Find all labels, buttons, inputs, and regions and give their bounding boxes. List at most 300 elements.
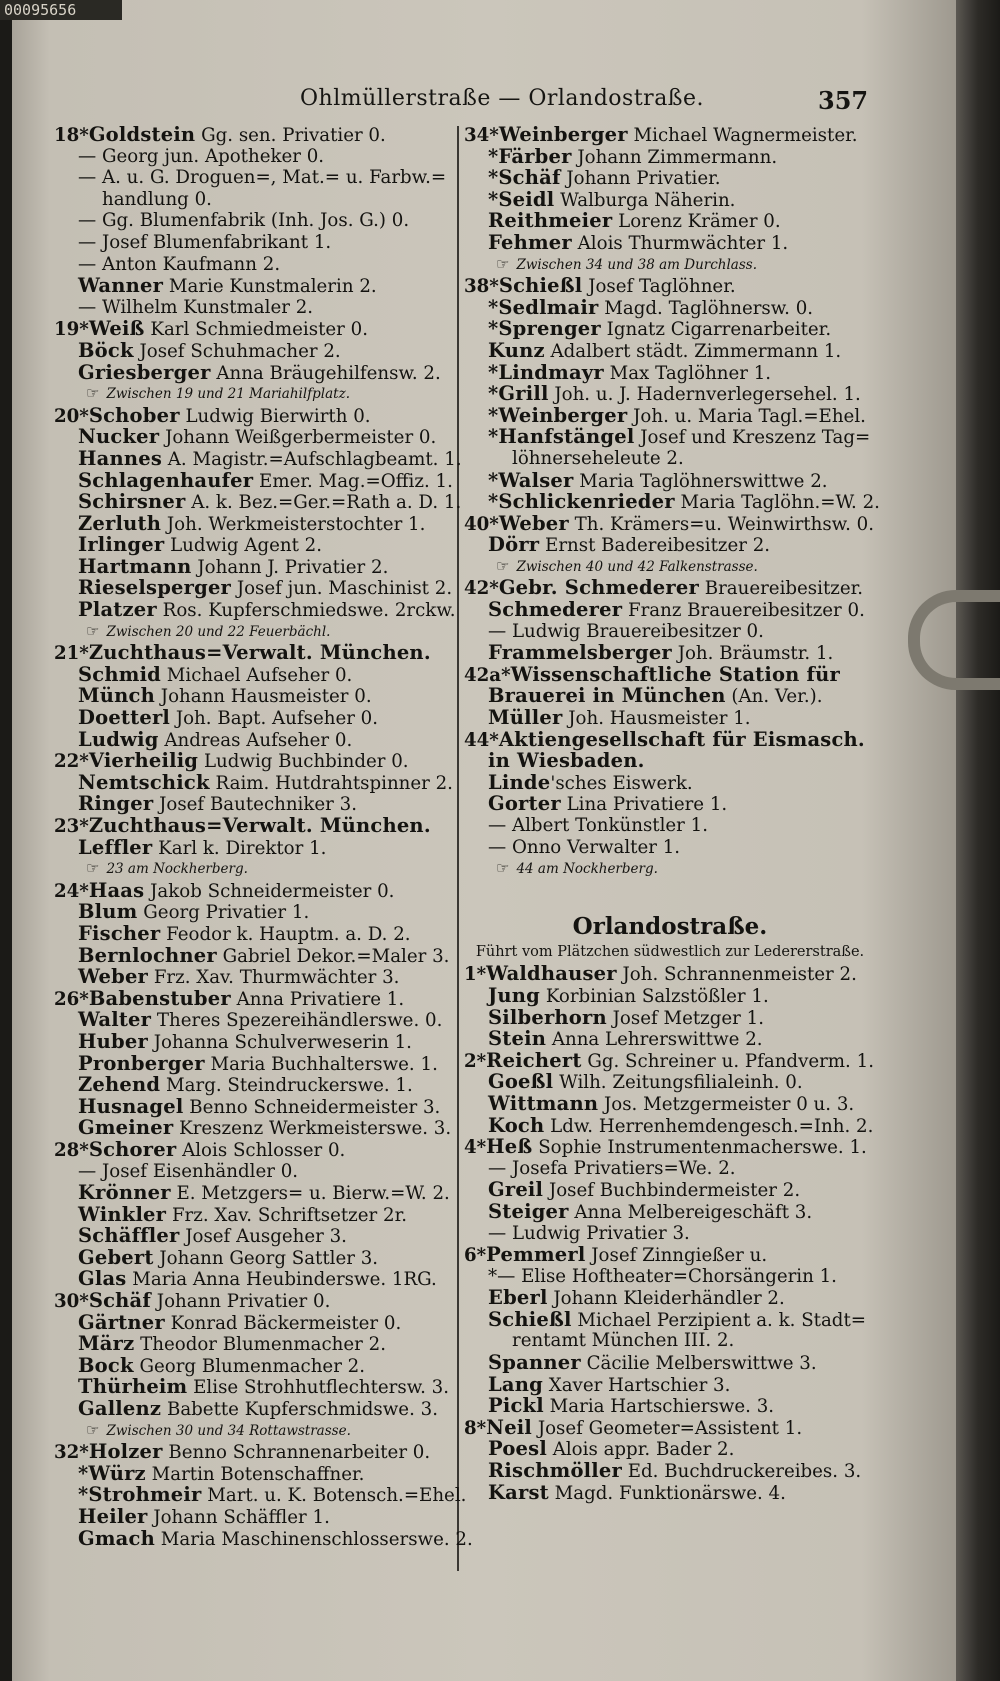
resident-name: Hannes — [78, 446, 162, 470]
directory-entry — [54, 1139, 444, 1161]
resident-details: Alois Thurmwächter 1. — [571, 232, 789, 254]
cross-street-text: Zwischen 20 und 22 Feuerbächl. — [106, 623, 331, 640]
directory-entry — [54, 1268, 444, 1290]
cross-street-note — [54, 621, 444, 643]
resident-name: *Seidl — [488, 187, 555, 211]
resident-name: Huber — [78, 1029, 148, 1053]
resident-details: — Albert Tonkünstler 1. — [488, 815, 708, 836]
resident-name: Pemmerl — [486, 1243, 586, 1267]
resident-details: A. Magistr.=Aufschlagbeamt. 1. — [162, 448, 462, 470]
resident-details: Maria Taglöhnerswittwe 2. — [573, 470, 828, 492]
resident-name: Reichert — [486, 1048, 582, 1072]
directory-entry — [54, 446, 462, 470]
resident-details: Georg Blumenmacher 2. — [133, 1355, 366, 1377]
house-number: 18* — [54, 125, 89, 146]
resident-name: Ludwig — [78, 727, 159, 751]
resident-details: Michael Wagnermeister. — [627, 125, 858, 146]
directory-entry — [464, 707, 876, 729]
directory-entry — [54, 1375, 450, 1399]
directory-entry — [54, 513, 444, 535]
resident-details: Konrad Bäckermeister 0. — [164, 1312, 402, 1334]
directory-entry — [464, 1417, 876, 1439]
directory-entry — [54, 729, 444, 751]
directory-entry — [464, 275, 876, 297]
directory-entry — [54, 685, 444, 707]
resident-name: Fehmer — [488, 230, 572, 254]
resident-details: Raim. Hutdrahtspinner 2. — [209, 772, 453, 794]
resident-details: Michael Aufseher 0. — [161, 664, 353, 686]
directory-entry — [54, 1398, 444, 1420]
house-number: 28* — [54, 1139, 89, 1161]
resident-details: Elise Strohhutflechtersw. 3. — [187, 1377, 450, 1399]
resident-name: Babenstuber — [88, 986, 231, 1010]
directory-entry — [54, 770, 453, 794]
resident-details: — Ludwig Brauereibesitzer 0. — [488, 620, 764, 642]
resident-details: Johann J. Privatier 2. — [191, 556, 389, 578]
page-header-title: Ohlmüllerstraße — Orlandostraße. — [300, 86, 705, 111]
page-number: 357 — [818, 86, 869, 115]
resident-name: Schorer — [88, 1137, 177, 1161]
resident-details: — Josef Eisenhändler 0. — [78, 1160, 299, 1182]
resident-name: Hartmann — [78, 554, 192, 578]
directory-entry — [464, 1179, 876, 1201]
directory-entry — [54, 124, 444, 146]
resident-details: Xaver Hartschier 3. — [542, 1374, 731, 1396]
resident-name: Brauerei in München — [488, 684, 726, 708]
resident-name: Leffler — [78, 835, 153, 859]
resident-name: Schirsner — [78, 490, 186, 514]
resident-details: Korbinian Salzstößler 1. — [540, 985, 769, 1007]
resident-details: 'sches Eiswerk. — [550, 772, 693, 794]
resident-details: Max Taglöhner 1. — [603, 362, 772, 384]
resident-details: Maria Hartschierswe. 3. — [543, 1396, 775, 1418]
house-number: 24* — [54, 880, 89, 902]
resident-details: — A. u. G. Droguen=, Mat.= u. Farbw.= — [78, 167, 447, 189]
resident-details: Anna Bräugehilfensw. 2. — [210, 362, 441, 384]
resident-name: Thürheim — [78, 1375, 188, 1399]
resident-name: Bock — [78, 1353, 134, 1377]
resident-details: Karl k. Direktor 1. — [152, 837, 327, 859]
resident-details: Anna Lehrerswittwe 2. — [546, 1029, 763, 1051]
directory-entry — [464, 490, 880, 514]
resident-details: Magd. Funktionärswe. 4. — [548, 1482, 786, 1504]
resident-details: Frz. Xav. Schriftsetzer 2r. — [166, 1204, 408, 1226]
directory-entry — [54, 943, 450, 967]
resident-name: Bernlochner — [78, 943, 217, 967]
directory-entry — [464, 963, 876, 985]
resident-details: Sophie Instrumentenmacherswe. 1. — [532, 1137, 867, 1159]
directory-entry — [54, 340, 444, 362]
resident-details: Alois Schlosser 0. — [176, 1139, 346, 1161]
cross-street-note — [54, 383, 444, 405]
resident-details: Kreszenz Werkmeisterswe. 3. — [173, 1118, 452, 1140]
resident-name: Eberl — [488, 1286, 548, 1310]
directory-entry — [464, 1374, 876, 1396]
directory-entry — [54, 1355, 444, 1377]
index-tab — [908, 590, 1000, 690]
resident-details: — Josef Blumenfabrikant 1. — [78, 231, 332, 253]
directory-entry — [464, 383, 876, 405]
resident-details: Alois appr. Bader 2. — [546, 1439, 735, 1461]
resident-details: Ed. Buchdruckereibes. 3. — [621, 1461, 862, 1483]
directory-entry — [54, 1225, 444, 1247]
directory-entry — [464, 1309, 876, 1331]
resident-name: *Schäf — [488, 166, 561, 190]
directory-entry — [464, 534, 876, 556]
resident-name: Irlinger — [78, 533, 165, 557]
resident-name: *Lindmayr — [488, 360, 604, 384]
resident-details: Joh. Bapt. Aufseher 0. — [170, 708, 379, 730]
directory-entry — [54, 664, 444, 686]
resident-name: *Hanfstängel — [488, 425, 635, 449]
resident-details: — Josefa Privatiers=We. 2. — [488, 1157, 736, 1179]
directory-entry — [464, 837, 876, 859]
resident-name: Gärtner — [78, 1310, 165, 1334]
resident-details: Anna Privatiere 1. — [230, 988, 405, 1010]
resident-name: Schäffler — [78, 1224, 180, 1248]
resident-name: Goldstein — [88, 123, 196, 146]
directory-entry — [54, 1290, 444, 1312]
resident-name: Heiler — [78, 1505, 148, 1528]
directory-entry — [464, 513, 876, 535]
directory-entry — [54, 1483, 467, 1507]
directory-entry — [464, 1028, 876, 1050]
resident-name: Blum — [78, 900, 138, 924]
resident-details: A. k. Bez.=Ger.=Rath a. D. 1. — [185, 492, 462, 514]
resident-name: Jung — [488, 983, 541, 1007]
directory-entry — [464, 124, 876, 146]
resident-name: Münch — [78, 684, 155, 708]
resident-details: Ernst Badereibesitzer 2. — [539, 535, 771, 557]
resident-details: Johann Privatier. — [560, 168, 721, 190]
resident-name: Schmederer — [488, 598, 623, 622]
right-column — [464, 123, 880, 1504]
resident-details: Walburga Näherin. — [554, 189, 736, 211]
directory-entry — [464, 1223, 876, 1245]
resident-name: Linde — [488, 770, 551, 794]
resident-name: Gebert — [78, 1245, 154, 1269]
resident-name: Greil — [488, 1178, 544, 1202]
directory-entry — [54, 1526, 473, 1550]
resident-details: Josef jun. Maschinist 2. — [231, 578, 453, 600]
resident-name: Goeßl — [488, 1070, 554, 1094]
directory-entry — [464, 1071, 876, 1093]
resident-name: Silberhorn — [488, 1005, 607, 1029]
directory-entry — [54, 1204, 444, 1226]
directory-entry — [54, 923, 444, 945]
directory-entry — [464, 1136, 876, 1158]
book-page-edge — [956, 0, 1000, 1681]
pointing-hand-icon: ☞ — [496, 859, 509, 878]
cross-street-note — [54, 1420, 444, 1442]
directory-entry — [464, 772, 876, 794]
scan-label: 00095656 — [0, 0, 122, 20]
directory-entry — [464, 793, 876, 815]
resident-details: Lina Privatiere 1. — [560, 794, 728, 816]
resident-name: Neil — [486, 1415, 533, 1439]
directory-entry — [54, 1074, 444, 1096]
resident-name: Schießl — [498, 274, 583, 298]
resident-details: — Georg jun. Apotheker 0. — [78, 145, 325, 167]
resident-name: *Würz — [78, 1461, 146, 1485]
resident-name: Holzer — [88, 1440, 163, 1464]
resident-details: — Wilhelm Kunstmaler 2. — [78, 296, 314, 318]
resident-details: Magd. Taglöhnersw. 0. — [598, 297, 814, 319]
resident-details: Joh. u. Maria Tagl.=Ehel. — [627, 405, 866, 427]
resident-name: Zerluth — [78, 511, 162, 535]
directory-entry — [464, 189, 876, 211]
resident-details: Josef und Kreszenz Tag= — [634, 427, 871, 449]
house-number: 32* — [54, 1442, 89, 1464]
cross-street-note — [464, 254, 876, 276]
directory-entry — [54, 1031, 444, 1053]
resident-name: Wanner — [78, 274, 164, 298]
pointing-hand-icon: ☞ — [86, 859, 99, 878]
resident-name: Schmid — [78, 662, 162, 686]
resident-details: — Gg. Blumenfabrik (Inh. Jos. G.) 0. — [78, 210, 410, 232]
directory-entry — [464, 340, 876, 362]
resident-details: Gg. Schreiner u. Pfandverm. 1. — [581, 1050, 874, 1072]
house-number: 44* — [464, 729, 499, 751]
directory-entry — [54, 1312, 444, 1334]
house-number: 8* — [464, 1417, 487, 1439]
resident-details: (An. Ver.). — [725, 686, 823, 708]
directory-entry — [464, 621, 876, 643]
house-number: 38* — [464, 276, 499, 298]
house-number: 22* — [54, 751, 89, 773]
directory-entry — [54, 468, 453, 492]
resident-name: *Sedlmair — [488, 295, 599, 319]
resident-name: Heß — [486, 1135, 533, 1159]
resident-details: Marie Kunstmalerin 2. — [163, 276, 377, 298]
resident-details: Josef Taglöhner. — [582, 276, 736, 298]
house-number: 2* — [464, 1050, 487, 1072]
cross-street-text: 23 am Nockherberg. — [106, 861, 248, 878]
resident-name: Karst — [488, 1480, 549, 1504]
resident-details: Karl Schmiedmeister 0. — [144, 319, 368, 341]
resident-name: Steiger — [488, 1199, 569, 1223]
directory-entry — [54, 254, 444, 276]
left-column — [54, 123, 473, 1550]
resident-name: Stein — [488, 1027, 547, 1051]
resident-name: Poesl — [488, 1437, 547, 1461]
directory-entry — [464, 1287, 876, 1309]
resident-name: Winkler — [78, 1202, 167, 1226]
resident-name: Wittmann — [488, 1091, 599, 1115]
directory-entry — [464, 1460, 876, 1482]
cross-street-text: Zwischen 34 und 38 am Durchlass. — [516, 256, 758, 273]
cross-street-text: Zwischen 19 und 21 Mariahilfplatz. — [106, 386, 350, 403]
resident-details: Johann Privatier 0. — [151, 1291, 331, 1313]
resident-details: Maria Maschinenschlosserswe. 2. — [154, 1528, 473, 1550]
directory-entry — [464, 146, 876, 168]
resident-name: Schober — [88, 403, 180, 427]
directory-entry — [464, 1266, 876, 1288]
directory-entry — [464, 642, 876, 664]
resident-details: Marg. Steindruckerswe. 1. — [160, 1075, 413, 1097]
resident-name: *Schlickenrieder — [488, 490, 675, 514]
resident-details: Theres Spezereihändlerswe. 0. — [151, 1010, 443, 1032]
directory-entry — [464, 1115, 876, 1137]
resident-details: Ludwig Buchbinder 0. — [198, 751, 409, 773]
resident-details: Wilh. Zeitungsfilialeinh. 0. — [553, 1072, 803, 1094]
directory-entry — [464, 1007, 876, 1029]
house-number: 4* — [464, 1137, 487, 1159]
resident-details: löhnerseheleute 2. — [512, 447, 684, 469]
resident-details: Andreas Aufseher 0. — [158, 729, 353, 751]
resident-details: Feodor k. Hauptm. a. D. 2. — [160, 923, 411, 945]
house-number: 23* — [54, 816, 89, 837]
directory-entry — [54, 1247, 444, 1269]
directory-entry — [464, 1482, 876, 1504]
directory-entry — [54, 232, 444, 254]
resident-name: Aktiengesellschaft für Eismasch. — [498, 727, 865, 751]
directory-entry — [54, 901, 444, 923]
resident-details: Joh. Hausmeister 1. — [562, 708, 751, 730]
cross-street-text: 44 am Nockherberg. — [516, 861, 658, 878]
directory-entry — [54, 837, 444, 859]
directory-entry — [54, 1096, 444, 1118]
resident-name: Nucker — [78, 425, 160, 449]
directory-entry — [54, 146, 444, 168]
resident-details: Johann Hausmeister 0. — [155, 686, 372, 708]
resident-details: Georg Privatier 1. — [137, 902, 310, 924]
resident-name: Griesberger — [78, 360, 211, 384]
directory-entry — [464, 1093, 876, 1115]
resident-name: Doetterl — [78, 706, 171, 730]
directory-entry — [54, 1116, 452, 1140]
directory-entry — [464, 1244, 876, 1266]
resident-name: Kunz — [488, 338, 545, 362]
directory-entry — [54, 210, 444, 232]
resident-details: Maria Taglöhn.=W. 2. — [674, 492, 880, 514]
resident-details: Benno Schrannenarbeiter 0. — [162, 1442, 431, 1464]
resident-name: Spanner — [488, 1351, 581, 1375]
resident-name: in Wiesbaden. — [488, 749, 645, 773]
resident-details: rentamt München III. 2. — [512, 1330, 735, 1352]
house-number: 1* — [464, 964, 487, 986]
spacer — [464, 880, 876, 902]
resident-name: Gmach — [78, 1526, 155, 1550]
directory-entry — [464, 1050, 876, 1072]
resident-details: Joh. Bräumstr. 1. — [671, 643, 834, 665]
resident-name: Frammelsberger — [488, 641, 672, 665]
cross-street-text: Zwischen 40 und 42 Falkenstrasse. — [516, 558, 758, 575]
resident-details: Michael Perzipient a. k. Stadt= — [571, 1309, 866, 1331]
directory-entry — [54, 642, 444, 664]
resident-details: Cäcilie Melberswittwe 3. — [580, 1353, 817, 1375]
resident-details: Josef Buchbindermeister 2. — [543, 1180, 801, 1202]
directory-entry — [464, 210, 876, 232]
resident-name: Glas — [78, 1267, 127, 1291]
resident-name: Rieselsperger — [78, 576, 232, 600]
resident-details: Ldw. Herrenhemdengesch.=Inh. 2. — [544, 1115, 874, 1137]
directory-entry — [464, 426, 876, 448]
resident-details: Anna Melbereigeschäft 3. — [568, 1201, 813, 1223]
resident-name: Müller — [488, 706, 563, 730]
resident-details: Jakob Schneidermeister 0. — [144, 880, 395, 902]
street-heading: Orlandostraße. — [572, 912, 768, 940]
directory-entry — [54, 275, 444, 297]
resident-name: Weber — [78, 965, 149, 989]
column-divider — [457, 126, 459, 1571]
resident-details: E. Metzgers= u. Bierw.=W. 2. — [170, 1183, 450, 1205]
directory-entry — [464, 318, 876, 340]
resident-name: Schlagenhaufer — [78, 468, 254, 492]
resident-details: Mart. u. K. Botensch.=Ehel. — [201, 1485, 467, 1507]
resident-details: Martin Botenschaffner. — [145, 1463, 365, 1485]
resident-details: Brauereibesitzer. — [698, 578, 864, 600]
directory-entry — [54, 966, 444, 988]
directory-entry — [464, 685, 876, 707]
resident-name: Wissenschaftliche Station für — [510, 662, 840, 686]
directory-entry — [54, 534, 444, 556]
directory-entry — [464, 1352, 876, 1374]
resident-name: Gmeiner — [78, 1116, 174, 1140]
pointing-hand-icon: ☞ — [86, 1420, 99, 1439]
resident-details: Frz. Xav. Thurmwächter 3. — [148, 967, 400, 989]
house-number: 6* — [464, 1245, 487, 1267]
resident-details: Josef Bautechniker 3. — [153, 794, 357, 816]
resident-name: Lang — [488, 1372, 543, 1396]
resident-details: Josef Geometer=Assistent 1. — [532, 1417, 803, 1439]
resident-name: Dörr — [488, 533, 540, 557]
resident-details: handlung 0. — [102, 188, 212, 210]
resident-details: Gabriel Dekor.=Maler 3. — [216, 945, 450, 967]
pointing-hand-icon: ☞ — [496, 556, 509, 575]
street-description: Führt vom Plätzchen südwestlich zur Ledererstraße. — [475, 943, 865, 960]
resident-details: Joh. Schrannenmeister 2. — [616, 964, 857, 986]
resident-name: Pronberger — [78, 1051, 205, 1075]
resident-details: Maria Buchhalterswe. 1. — [204, 1053, 438, 1075]
resident-name: Platzer — [78, 598, 157, 622]
resident-name: Krönner — [78, 1181, 171, 1205]
resident-name: *Walser — [488, 468, 574, 492]
resident-name: *Strohmeir — [78, 1483, 202, 1507]
directory-entry — [464, 1438, 876, 1460]
resident-name: *Färber — [488, 144, 572, 168]
resident-name: Rischmöller — [488, 1459, 622, 1483]
resident-details: Josef Zinngießer u. — [585, 1245, 768, 1267]
resident-name: Weber — [498, 511, 569, 535]
resident-details: Babette Kupferschmidswe. 3. — [161, 1399, 438, 1421]
resident-details: Johann Weißgerbermeister 0. — [159, 427, 437, 449]
directory-entry — [464, 297, 876, 319]
resident-name: Nemtschick — [78, 770, 210, 794]
resident-name: Koch — [488, 1113, 545, 1137]
directory-entry — [54, 1506, 444, 1528]
directory-entry — [464, 664, 876, 686]
resident-details: Josef Metzger 1. — [606, 1007, 765, 1029]
directory-entry — [464, 405, 876, 427]
resident-name: Pickl — [488, 1394, 544, 1418]
directory-entry — [54, 750, 444, 772]
resident-details: — Onno Verwalter 1. — [488, 836, 681, 858]
directory-entry — [54, 297, 444, 319]
directory-entry — [464, 599, 876, 621]
resident-details: Emer. Mag.=Offiz. 1. — [253, 470, 453, 492]
pointing-hand-icon: ☞ — [496, 254, 509, 273]
resident-details: — Ludwig Privatier 3. — [488, 1222, 690, 1244]
resident-name: Reithmeier — [488, 209, 613, 233]
directory-entry — [54, 815, 444, 837]
directory-entry — [54, 318, 444, 340]
directory-entry — [464, 985, 876, 1007]
resident-name: März — [78, 1332, 135, 1356]
resident-details: Lorenz Krämer 0. — [612, 211, 781, 233]
directory-entry — [54, 598, 456, 622]
resident-details: Franz Brauereibesitzer 0. — [622, 600, 865, 622]
